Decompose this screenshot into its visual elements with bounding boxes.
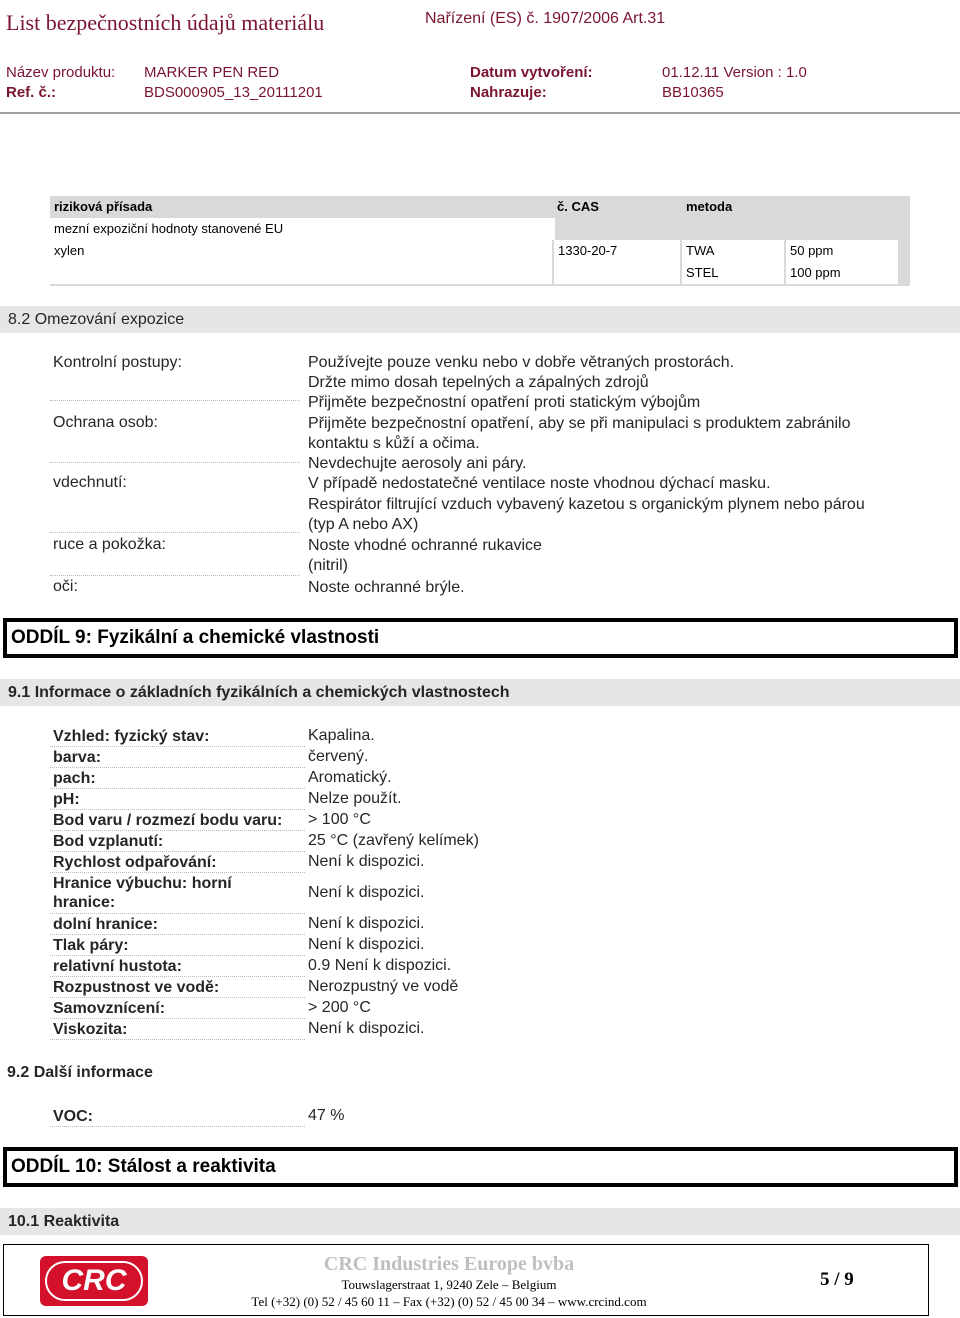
exposure-text-line: Držte mimo dosah tepelných a zápalných zdrojů [308,374,649,391]
property-value: Není k dispozici. [308,915,425,932]
exposure-text-line: Používejte pouze venku nebo v dobře větraných prostorách. [308,354,735,371]
divider [50,746,305,747]
property-value: Aromatický. [308,769,392,786]
exposure-limits-table [50,196,910,286]
section-9-1-heading: 9.1 Informace o základních fyzikálních a chemických vlastnostech [0,679,960,706]
exposure-text-line: Přijměte bezpečnostní opatření, aby se při manipulaci s produktem zabránilo [308,415,851,432]
company-address: Touwslagerstraat 1, 9240 Zele – Belgium [341,1277,557,1292]
crc-logo [40,1256,148,1306]
property-label: Bod vzplanutí: [53,833,164,850]
col-cas: č. CAS [557,199,599,214]
divider [50,1039,305,1040]
company-contact: Tel (+32) (0) 52 / 45 60 11 – Fax (+32) (0) 52 / 45 00 34 – www.crcind.com [251,1294,647,1309]
property-label: pH: [53,791,80,808]
created-date-label: Datum vytvoření: [470,64,593,81]
page-number: 5 / 9 [820,1269,854,1290]
property-label: pach: [53,770,96,787]
property-label: relativní hustota: [53,958,182,975]
exposure-text-line: kontaktu s kůží a očima. [308,435,480,452]
limit-value: 50 ppm [786,240,898,262]
ref-value: BDS000905_13_20111201 [144,84,323,101]
property-value: Není k dispozici. [308,1020,425,1037]
property-value: Není k dispozici. [308,936,425,953]
exposure-text-line: Respirátor filtrující vzduch vybavený kazetou s organickým plynem nebo párou [308,496,865,513]
company-name: CRC Industries Europe bvba [323,1253,575,1275]
divider [50,830,305,831]
section-9-title: ODDÍL 9: Fyzikální a chemické vlastnosti [3,618,958,658]
property-label: Bod varu / rozmezí bodu varu: [53,812,283,829]
control-measures-label: Kontrolní postupy: [53,354,182,371]
exposure-text-line: Noste vhodné ochranné rukavice [308,537,542,554]
property-value: červený. [308,748,369,765]
exposure-text-line: Nevdechujte aerosoly ani páry. [308,455,527,472]
exposure-text-line: Přijměte bezpečnostní opatření proti statickým výbojům [308,394,701,411]
personal-protection-label: Ochrana osob: [53,414,158,431]
property-value: 0.9 Není k dispozici. [308,957,452,974]
divider [50,976,305,977]
property-label: Tlak páry: [53,937,129,954]
exposure-text-line: (nitril) [308,557,348,574]
table-header-row [50,196,910,218]
property-label: dolní hranice: [53,916,158,933]
property-label: Viskozita: [53,1021,128,1038]
method-value: TWA [682,240,784,262]
property-label: Samovznícení: [53,1000,166,1017]
cas-number: 1330-20-7 [554,240,680,262]
property-value: Nelze použít. [308,790,402,807]
col-ingredient: riziková přísada [54,199,153,214]
method-value: STEL [682,262,784,284]
divider [50,575,300,576]
section-10-1-heading: 10.1 Reaktivita [0,1208,960,1235]
eyes-label: oči: [53,578,78,595]
substance-name: xylen [50,240,552,262]
property-value: > 200 °C [308,999,371,1016]
divider [50,809,305,810]
property-value: 25 °C (zavřený kelímek) [308,832,479,849]
header-divider [0,112,960,114]
exposure-text-line: (typ A nebo AX) [308,516,419,533]
property-value: Nerozpustný ve vodě [308,978,459,995]
property-label: Rozpustnost ve vodě: [53,979,220,996]
divider [50,851,305,852]
exposure-text-line: Noste ochranné brýle. [308,579,465,596]
divider [50,913,305,914]
divider [50,955,305,956]
created-date-value: 01.12.11 Version : 1.0 [662,64,807,81]
property-label: Rychlost odpařování: [53,854,217,871]
voc-value: 47 % [308,1107,345,1124]
ref-label: Ref. č.: [6,84,57,101]
col-method: metoda [686,199,733,214]
exposure-controls-heading: 8.2 Omezování expozice [0,306,960,333]
replaces-label: Nahrazuje: [470,84,547,101]
page-footer [3,1244,929,1316]
voc-label: VOC: [53,1108,93,1125]
section-10-title: ODDÍL 10: Stálost a reaktivita [3,1147,958,1187]
property-label: Vzhled: fyzický stav: [53,728,210,745]
divider [50,462,300,463]
divider [50,934,305,935]
divider [50,1018,305,1019]
document-title: List bezpečnostních údajů materiálu [6,10,325,35]
property-label: barva: [53,749,102,766]
empty-cell [50,262,552,284]
divider [50,1126,305,1127]
hands-skin-label: ruce a pokožka: [53,536,166,553]
empty-cell [554,262,680,284]
product-name-label: Název produktu: [6,64,116,81]
inhalation-label: vdechnutí: [53,474,127,491]
divider [50,788,305,789]
product-name-value: MARKER PEN RED [144,64,280,81]
exposure-text-line: V případě nedostatečné ventilace noste vhodnou dýchací masku. [308,475,771,492]
table-row [50,262,910,284]
regulation-reference: Nařízení (ES) č. 1907/2006 Art.31 [425,10,666,27]
property-value: Není k dispozici. [308,884,425,901]
property-value: Kapalina. [308,727,375,744]
divider [50,872,305,873]
replaces-value: BB10365 [662,84,724,101]
table-row [50,218,910,240]
property-value: > 100 °C [308,811,371,828]
divider [50,997,305,998]
property-value: Není k dispozici. [308,853,425,870]
divider [50,400,300,401]
section-9-2-heading: 9.2 Další informace [7,1064,153,1081]
property-label: Hranice výbuchu: horní hranice: [53,875,232,911]
limit-value: 100 ppm [786,262,898,284]
divider [50,767,305,768]
crc-logo-text: CRC [45,1261,143,1301]
divider [50,532,300,533]
eu-limits-label: mezní expoziční hodnoty stanovené EU [50,218,555,240]
table-row [50,240,910,262]
